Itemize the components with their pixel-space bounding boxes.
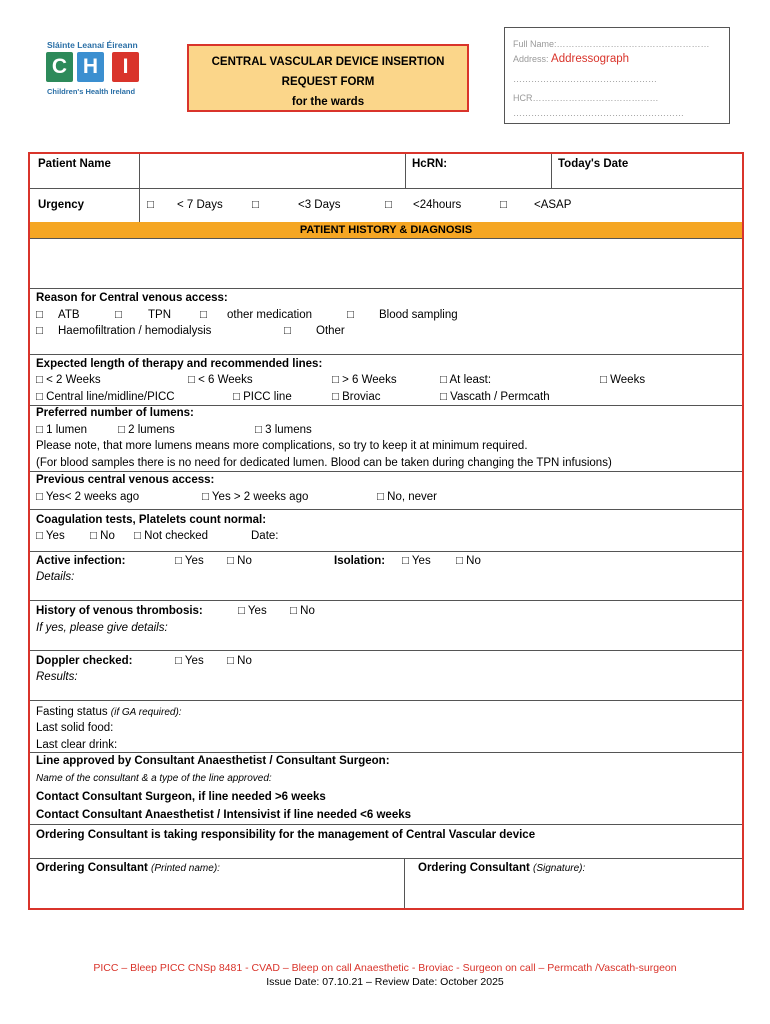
divider — [30, 188, 742, 189]
ordering-consultant-signature-label: Ordering Consultant — [418, 862, 530, 874]
divider — [30, 509, 742, 510]
full-name-field: Full Name:…………………………………………… — [513, 39, 710, 49]
logo-top-text: Sláinte Leanaí Éireann — [47, 40, 138, 50]
hcr-dots: ………………………………………………… — [513, 108, 684, 118]
urgency-asap-label: <ASAP — [534, 199, 572, 211]
divider — [30, 600, 742, 601]
contact-anaesthetist-note: Contact Consultant Anaesthetist / Intensivist if line needed <6 weeks — [36, 809, 412, 821]
line-option-central[interactable]: □ Central line/midline/PICC — [36, 391, 175, 403]
previous-access-never[interactable]: □ No, never — [377, 491, 437, 503]
previous-access-heading: Previous central venous access: — [36, 474, 215, 486]
reason-haemofiltration-label: Haemofiltration / hemodialysis — [58, 325, 212, 337]
thrombosis-no[interactable]: □ No — [290, 605, 315, 617]
patient-name-label: Patient Name — [38, 158, 111, 170]
line-option-picc[interactable]: □ PICC line — [233, 391, 292, 403]
therapy-option-lt6weeks[interactable]: □ < 6 Weeks — [188, 374, 253, 386]
reason-tpn-label: TPN — [148, 309, 171, 321]
request-form — [28, 152, 744, 910]
signature-note: (Signature): — [533, 863, 586, 874]
logo-letter-i: I — [112, 52, 139, 82]
reason-checkbox-other[interactable]: □ — [284, 325, 291, 337]
responsibility-statement: Ordering Consultant is taking responsibility for the management of Central Vascular device — [36, 829, 536, 841]
doppler-yes[interactable]: □ Yes — [175, 655, 204, 667]
thrombosis-details-label: If yes, please give details: — [36, 622, 168, 634]
fasting-status-label — [36, 704, 182, 721]
divider — [30, 650, 742, 651]
title-line-3: for the wards — [291, 96, 365, 108]
coagulation-date-label: Date: — [251, 530, 279, 542]
ordering-consultant-printed-label: Ordering Consultant — [36, 862, 148, 874]
addressograph-label: Addressograph — [551, 53, 630, 65]
contact-surgeon-note: Contact Consultant Surgeon, if line needed >6 weeks — [36, 791, 326, 803]
reason-checkbox-haemofiltration[interactable]: □ — [36, 325, 43, 337]
patient-name-field[interactable] — [142, 156, 400, 184]
active-infection-heading: Active infection: — [36, 555, 126, 567]
previous-access-lt2weeks[interactable]: □ Yes< 2 weeks ago — [36, 491, 140, 503]
divider — [30, 824, 742, 825]
address-field — [513, 52, 721, 67]
divider — [404, 858, 405, 908]
infection-yes[interactable]: □ Yes — [175, 555, 204, 567]
coagulation-yes[interactable]: □ Yes — [36, 530, 65, 542]
diagnosis-field[interactable] — [34, 242, 734, 286]
doppler-no[interactable]: □ No — [227, 655, 252, 667]
urgency-checkbox-7days[interactable]: □ — [147, 199, 154, 211]
coagulation-no[interactable]: □ No — [90, 530, 115, 542]
ordering-consultant-printed[interactable] — [36, 860, 220, 877]
reason-blood-sampling-label: Blood sampling — [379, 309, 458, 321]
divider — [30, 858, 742, 859]
todays-date-label: Today's Date — [558, 158, 629, 170]
footer-contacts: PICC – Bleep PICC CNSp 8481 - CVAD – Bleep on call Anaesthetic - Broviac - Surgeon on call – Permcath /Vascath-surgeon — [93, 962, 677, 974]
divider — [405, 154, 406, 188]
divider — [551, 154, 552, 188]
logo-letter-c: C — [46, 52, 73, 82]
approval-name-note: Name of the consultant & a type of the line approved: — [36, 773, 272, 784]
lumens-blood-note: (For blood samples there is no need for dedicated lumen. Blood can be taken during changing the TPN infusions) — [36, 457, 612, 469]
reason-checkbox-tpn[interactable]: □ — [115, 309, 122, 321]
line-option-broviac[interactable]: □ Broviac — [332, 391, 381, 403]
reason-checkbox-atb[interactable]: □ — [36, 309, 43, 321]
logo-bottom-text: Children's Health Ireland — [47, 87, 136, 96]
urgency-24h-label: <24hours — [413, 199, 462, 211]
therapy-option-weeks[interactable]: □ Weeks — [600, 374, 646, 386]
addressograph-box[interactable] — [504, 27, 730, 124]
address-dots: ………………………………………… — [513, 74, 657, 84]
reason-atb-label: ATB — [58, 309, 80, 321]
isolation-label: Isolation: — [334, 555, 386, 567]
approval-heading: Line approved by Consultant Anaesthetist / Consultant Surgeon: — [36, 755, 390, 767]
ordering-consultant-signature[interactable] — [418, 860, 585, 877]
divider — [30, 238, 742, 239]
reason-other-medication-label: other medication — [227, 309, 313, 321]
doppler-results-label: Results: — [36, 671, 78, 683]
coagulation-heading: Coagulation tests, Platelets count normal: — [36, 514, 267, 526]
reason-other-label: Other — [316, 325, 345, 337]
divider — [30, 288, 742, 289]
lumens-option-2[interactable]: □ 2 lumens — [118, 424, 175, 436]
hcr-field: HCR…………………………………… — [513, 93, 659, 103]
fasting-status-text: Fasting status — [36, 706, 108, 718]
title-line-2: REQUEST FORM — [281, 76, 375, 88]
coagulation-not-checked[interactable]: □ Not checked — [134, 530, 209, 542]
reason-checkbox-other-medication[interactable]: □ — [200, 309, 207, 321]
urgency-checkbox-asap[interactable]: □ — [500, 199, 507, 211]
divider — [30, 551, 742, 552]
doppler-heading: Doppler checked: — [36, 655, 133, 667]
isolation-yes[interactable]: □ Yes — [402, 555, 431, 567]
footer-dates: Issue Date: 07.10.21 – Review Date: October 2025 — [266, 976, 504, 988]
logo-letter-h: H — [77, 52, 104, 82]
urgency-checkbox-3days[interactable]: □ — [252, 199, 259, 211]
therapy-option-at-least[interactable]: □ At least: — [440, 374, 492, 386]
reason-heading: Reason for Central venous access: — [36, 292, 228, 304]
lumens-note: Please note, that more lumens means more complications, so try to keep it at minimum required. — [36, 440, 528, 452]
hcrn-label: HcRN: — [412, 158, 448, 170]
line-option-vascath[interactable]: □ Vascath / Permcath — [440, 391, 550, 403]
last-clear-drink-label: Last clear drink: — [36, 739, 118, 751]
previous-access-gt2weeks[interactable]: □ Yes > 2 weeks ago — [202, 491, 309, 503]
divider — [30, 354, 742, 355]
lumens-option-3[interactable]: □ 3 lumens — [255, 424, 312, 436]
printed-name-note: (Printed name): — [151, 863, 220, 874]
fasting-status-note: (if GA required): — [110, 707, 182, 718]
infection-no[interactable]: □ No — [227, 555, 252, 567]
address-label: Address: — [513, 54, 549, 64]
therapy-heading: Expected length of therapy and recommended lines: — [36, 358, 323, 370]
therapy-option-gt6weeks[interactable]: □ > 6 Weeks — [332, 374, 397, 386]
thrombosis-yes[interactable]: □ Yes — [238, 605, 267, 617]
thrombosis-heading: History of venous thrombosis: — [36, 605, 203, 617]
lumens-heading: Preferred number of lumens: — [36, 407, 194, 419]
infection-details-label: Details: — [36, 571, 75, 583]
therapy-option-lt2weeks[interactable]: □ < 2 Weeks — [36, 374, 101, 386]
divider — [30, 700, 742, 701]
urgency-label: Urgency — [38, 199, 85, 211]
last-solid-food-label: Last solid food: — [36, 722, 114, 734]
urgency-checkbox-24h[interactable]: □ — [385, 199, 392, 211]
urgency-3days-label: <3 Days — [298, 199, 341, 211]
form-title-box — [187, 44, 469, 112]
reason-checkbox-blood-sampling[interactable]: □ — [347, 309, 354, 321]
lumens-option-1[interactable]: □ 1 lumen — [36, 424, 88, 436]
urgency-7days-label: < 7 Days — [177, 199, 223, 211]
title-line-1: CENTRAL VASCULAR DEVICE INSERTION — [211, 56, 445, 68]
isolation-no[interactable]: □ No — [456, 555, 481, 567]
section-title-history: PATIENT HISTORY & DIAGNOSIS — [30, 222, 742, 238]
